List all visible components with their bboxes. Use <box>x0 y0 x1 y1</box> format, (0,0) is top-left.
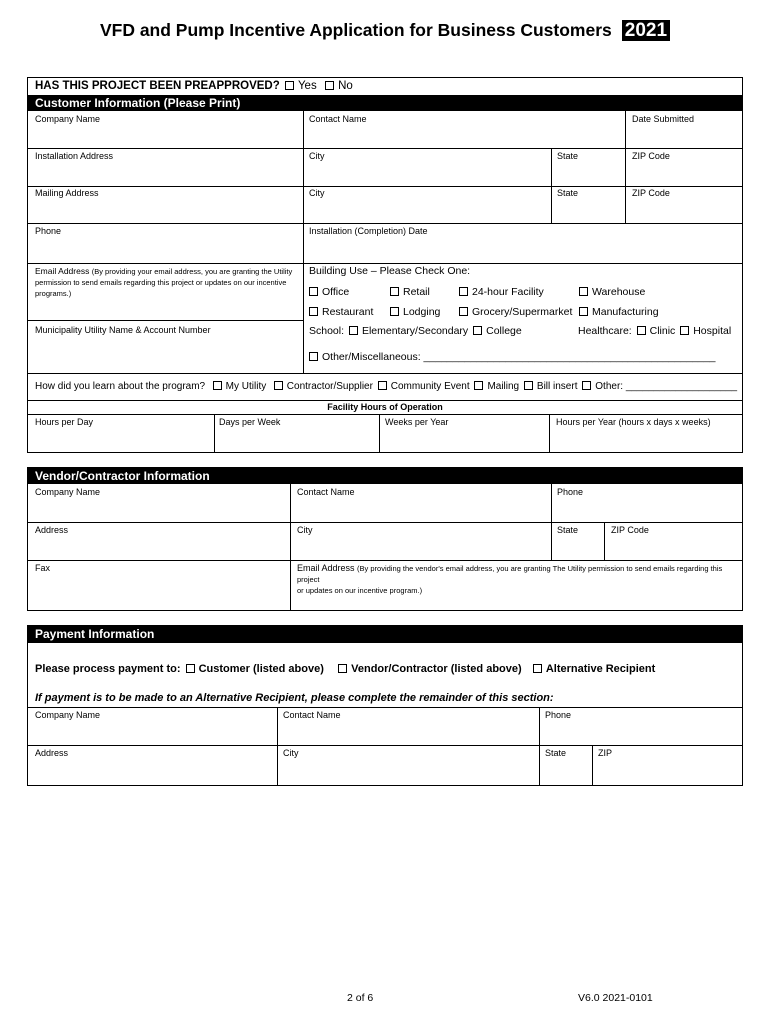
office-checkbox[interactable] <box>309 287 318 296</box>
facility24-option[interactable] <box>457 286 544 299</box>
restaurant-option[interactable] <box>307 306 373 319</box>
preapproved-no-label: No <box>338 80 353 92</box>
vendor-contact-label: Contact Name <box>297 487 355 497</box>
other-learn-checkbox[interactable] <box>582 381 591 390</box>
vendor-email-note-1: (By providing the vendor's email address, you are granting The Utility permission to send emails regarding this project <box>297 564 723 584</box>
alt-payee-checkbox[interactable] <box>533 664 542 673</box>
contractor-label: Contractor/Supplier <box>286 381 373 392</box>
other-checkbox[interactable] <box>309 352 318 361</box>
days-week-label: Days per Week <box>219 417 281 427</box>
email-label: Email Address <box>35 266 90 276</box>
school-row <box>309 325 522 338</box>
payment-section <box>27 625 743 786</box>
retail-checkbox[interactable] <box>390 287 399 296</box>
bill-insert-label: Bill insert <box>536 381 578 392</box>
year-badge: 2021 <box>622 20 670 41</box>
lodging-checkbox[interactable] <box>390 307 399 316</box>
preapproval-row <box>35 79 353 93</box>
learn-question: How did you learn about the program? <box>35 381 206 392</box>
hospital-label: Hospital <box>693 325 732 337</box>
other-label: Other/Miscellaneous: __________________________________________________ <box>322 351 716 363</box>
restaurant-checkbox[interactable] <box>309 307 318 316</box>
vendor-state-label: State <box>557 525 579 535</box>
alt-state-label: State <box>545 748 567 758</box>
municipality-label: Municipality Utility Name & Account Number <box>35 325 211 335</box>
vendor-company-label: Company Name <box>35 487 101 497</box>
install-date-label: Installation (Completion) Date <box>309 226 428 236</box>
contact-name-label: Contact Name <box>309 114 367 124</box>
vendor-heading: Vendor/Contractor Information <box>28 468 742 484</box>
contractor-checkbox[interactable] <box>274 381 283 390</box>
mailing-state-label: State <box>557 188 579 198</box>
page-title <box>0 20 770 42</box>
manufacturing-label: Manufacturing <box>592 306 659 318</box>
alt-payee-label: Alternative Recipient <box>545 663 656 675</box>
email-note: (By providing your email address, you are granting the Utility permission to send emails regarding this project or updates on our incentive programs.) <box>35 267 293 298</box>
weeks-year-label: Weeks per Year <box>385 417 449 427</box>
elementary-label: Elementary/Secondary <box>361 325 469 337</box>
alt-phone-label: Phone <box>545 710 572 720</box>
email-label-block <box>35 266 297 299</box>
grocery-label: Grocery/Supermarket <box>472 306 573 318</box>
vendor-email-note-2: or updates on our incentive program.) <box>297 586 423 595</box>
alt-address-label: Address <box>35 748 69 758</box>
page-number: 2 of 6 <box>347 992 374 1004</box>
alt-company-label: Company Name <box>35 710 101 720</box>
vendor-payee-checkbox[interactable] <box>338 664 347 673</box>
retail-label: Retail <box>403 286 430 298</box>
title-text: VFD and Pump Incentive Application for Business Customers <box>99 20 612 40</box>
hours-year-label: Hours per Year (hours x days x weeks) <box>556 417 711 427</box>
retail-option[interactable] <box>388 286 430 299</box>
customer-payee-checkbox[interactable] <box>186 664 195 673</box>
vendor-email-label: Email Address <box>297 563 355 573</box>
my-utility-label: My Utility <box>225 381 267 392</box>
other-learn-label: Other: ____________________ <box>595 381 738 392</box>
customer-payee-label: Customer (listed above) <box>198 663 324 675</box>
clinic-label: Clinic <box>649 325 676 337</box>
college-checkbox[interactable] <box>473 326 482 335</box>
warehouse-label: Warehouse <box>592 286 646 298</box>
grocery-checkbox[interactable] <box>459 307 468 316</box>
company-name-label: Company Name <box>35 114 101 124</box>
vendor-zip-label: ZIP Code <box>611 525 649 535</box>
customer-heading: Customer Information (Please Print) <box>28 95 742 111</box>
vendor-email-block <box>297 563 737 596</box>
healthcare-label: Healthcare: <box>578 325 632 337</box>
date-submitted-label: Date Submitted <box>632 114 695 124</box>
lodging-option[interactable] <box>388 306 440 319</box>
alt-zip-label: ZIP <box>598 748 613 758</box>
phone-label: Phone <box>35 226 62 236</box>
community-label: Community Event <box>390 381 470 392</box>
office-option[interactable] <box>307 286 349 299</box>
school-label: School: <box>309 325 345 337</box>
mailing-checkbox[interactable] <box>474 381 483 390</box>
community-checkbox[interactable] <box>378 381 387 390</box>
mailing-zip-label: ZIP Code <box>632 188 670 198</box>
lodging-label: Lodging <box>403 306 441 318</box>
preapproved-yes-checkbox[interactable] <box>285 81 294 90</box>
my-utility-checkbox[interactable] <box>213 381 222 390</box>
vendor-phone-label: Phone <box>557 487 584 497</box>
hours-day-label: Hours per Day <box>35 417 94 427</box>
process-to-label: Please process payment to: <box>35 663 181 675</box>
learn-row <box>35 380 737 393</box>
mailing-city-label: City <box>309 188 325 198</box>
alt-contact-label: Contact Name <box>283 710 341 720</box>
vendor-address-label: Address <box>35 525 69 535</box>
clinic-checkbox[interactable] <box>637 326 646 335</box>
bill-insert-checkbox[interactable] <box>524 381 533 390</box>
facility24-checkbox[interactable] <box>459 287 468 296</box>
state-label: State <box>557 151 579 161</box>
warehouse-checkbox[interactable] <box>579 287 588 296</box>
facility24-label: 24-hour Facility <box>472 286 544 298</box>
city-label: City <box>309 151 325 161</box>
college-label: College <box>486 325 522 337</box>
elementary-checkbox[interactable] <box>349 326 358 335</box>
zip-label: ZIP Code <box>632 151 670 161</box>
alt-city-label: City <box>283 748 299 758</box>
hospital-checkbox[interactable] <box>680 326 689 335</box>
manufacturing-option[interactable] <box>577 306 659 319</box>
preapproval-question: HAS THIS PROJECT BEEN PREAPPROVED? <box>35 80 280 92</box>
grocery-option[interactable] <box>457 306 572 319</box>
vendor-payee-label: Vendor/Contractor (listed above) <box>351 663 522 675</box>
office-label: Office <box>322 286 350 298</box>
payment-heading: Payment Information <box>28 626 742 643</box>
alt-recipient-note: If payment is to be made to an Alternative Recipient, please complete the remainder of this section: <box>35 692 554 704</box>
other-option[interactable] <box>307 351 716 364</box>
mailing-address-label: Mailing Address <box>35 188 99 198</box>
building-use-heading: Building Use – Please Check One: <box>309 265 471 277</box>
vendor-fax-label: Fax <box>35 563 51 573</box>
restaurant-label: Restaurant <box>322 306 374 318</box>
payment-options-row <box>35 662 655 676</box>
preapproved-no-checkbox[interactable] <box>325 81 334 90</box>
preapproved-yes-label: Yes <box>297 80 317 92</box>
vendor-city-label: City <box>297 525 313 535</box>
version: V6.0 2021-0101 <box>578 992 653 1004</box>
warehouse-option[interactable] <box>577 286 645 299</box>
hours-heading: Facility Hours of Operation <box>327 402 443 412</box>
installation-address-label: Installation Address <box>35 151 114 161</box>
healthcare-row <box>578 325 731 338</box>
mailing-label: Mailing <box>487 381 520 392</box>
manufacturing-checkbox[interactable] <box>579 307 588 316</box>
